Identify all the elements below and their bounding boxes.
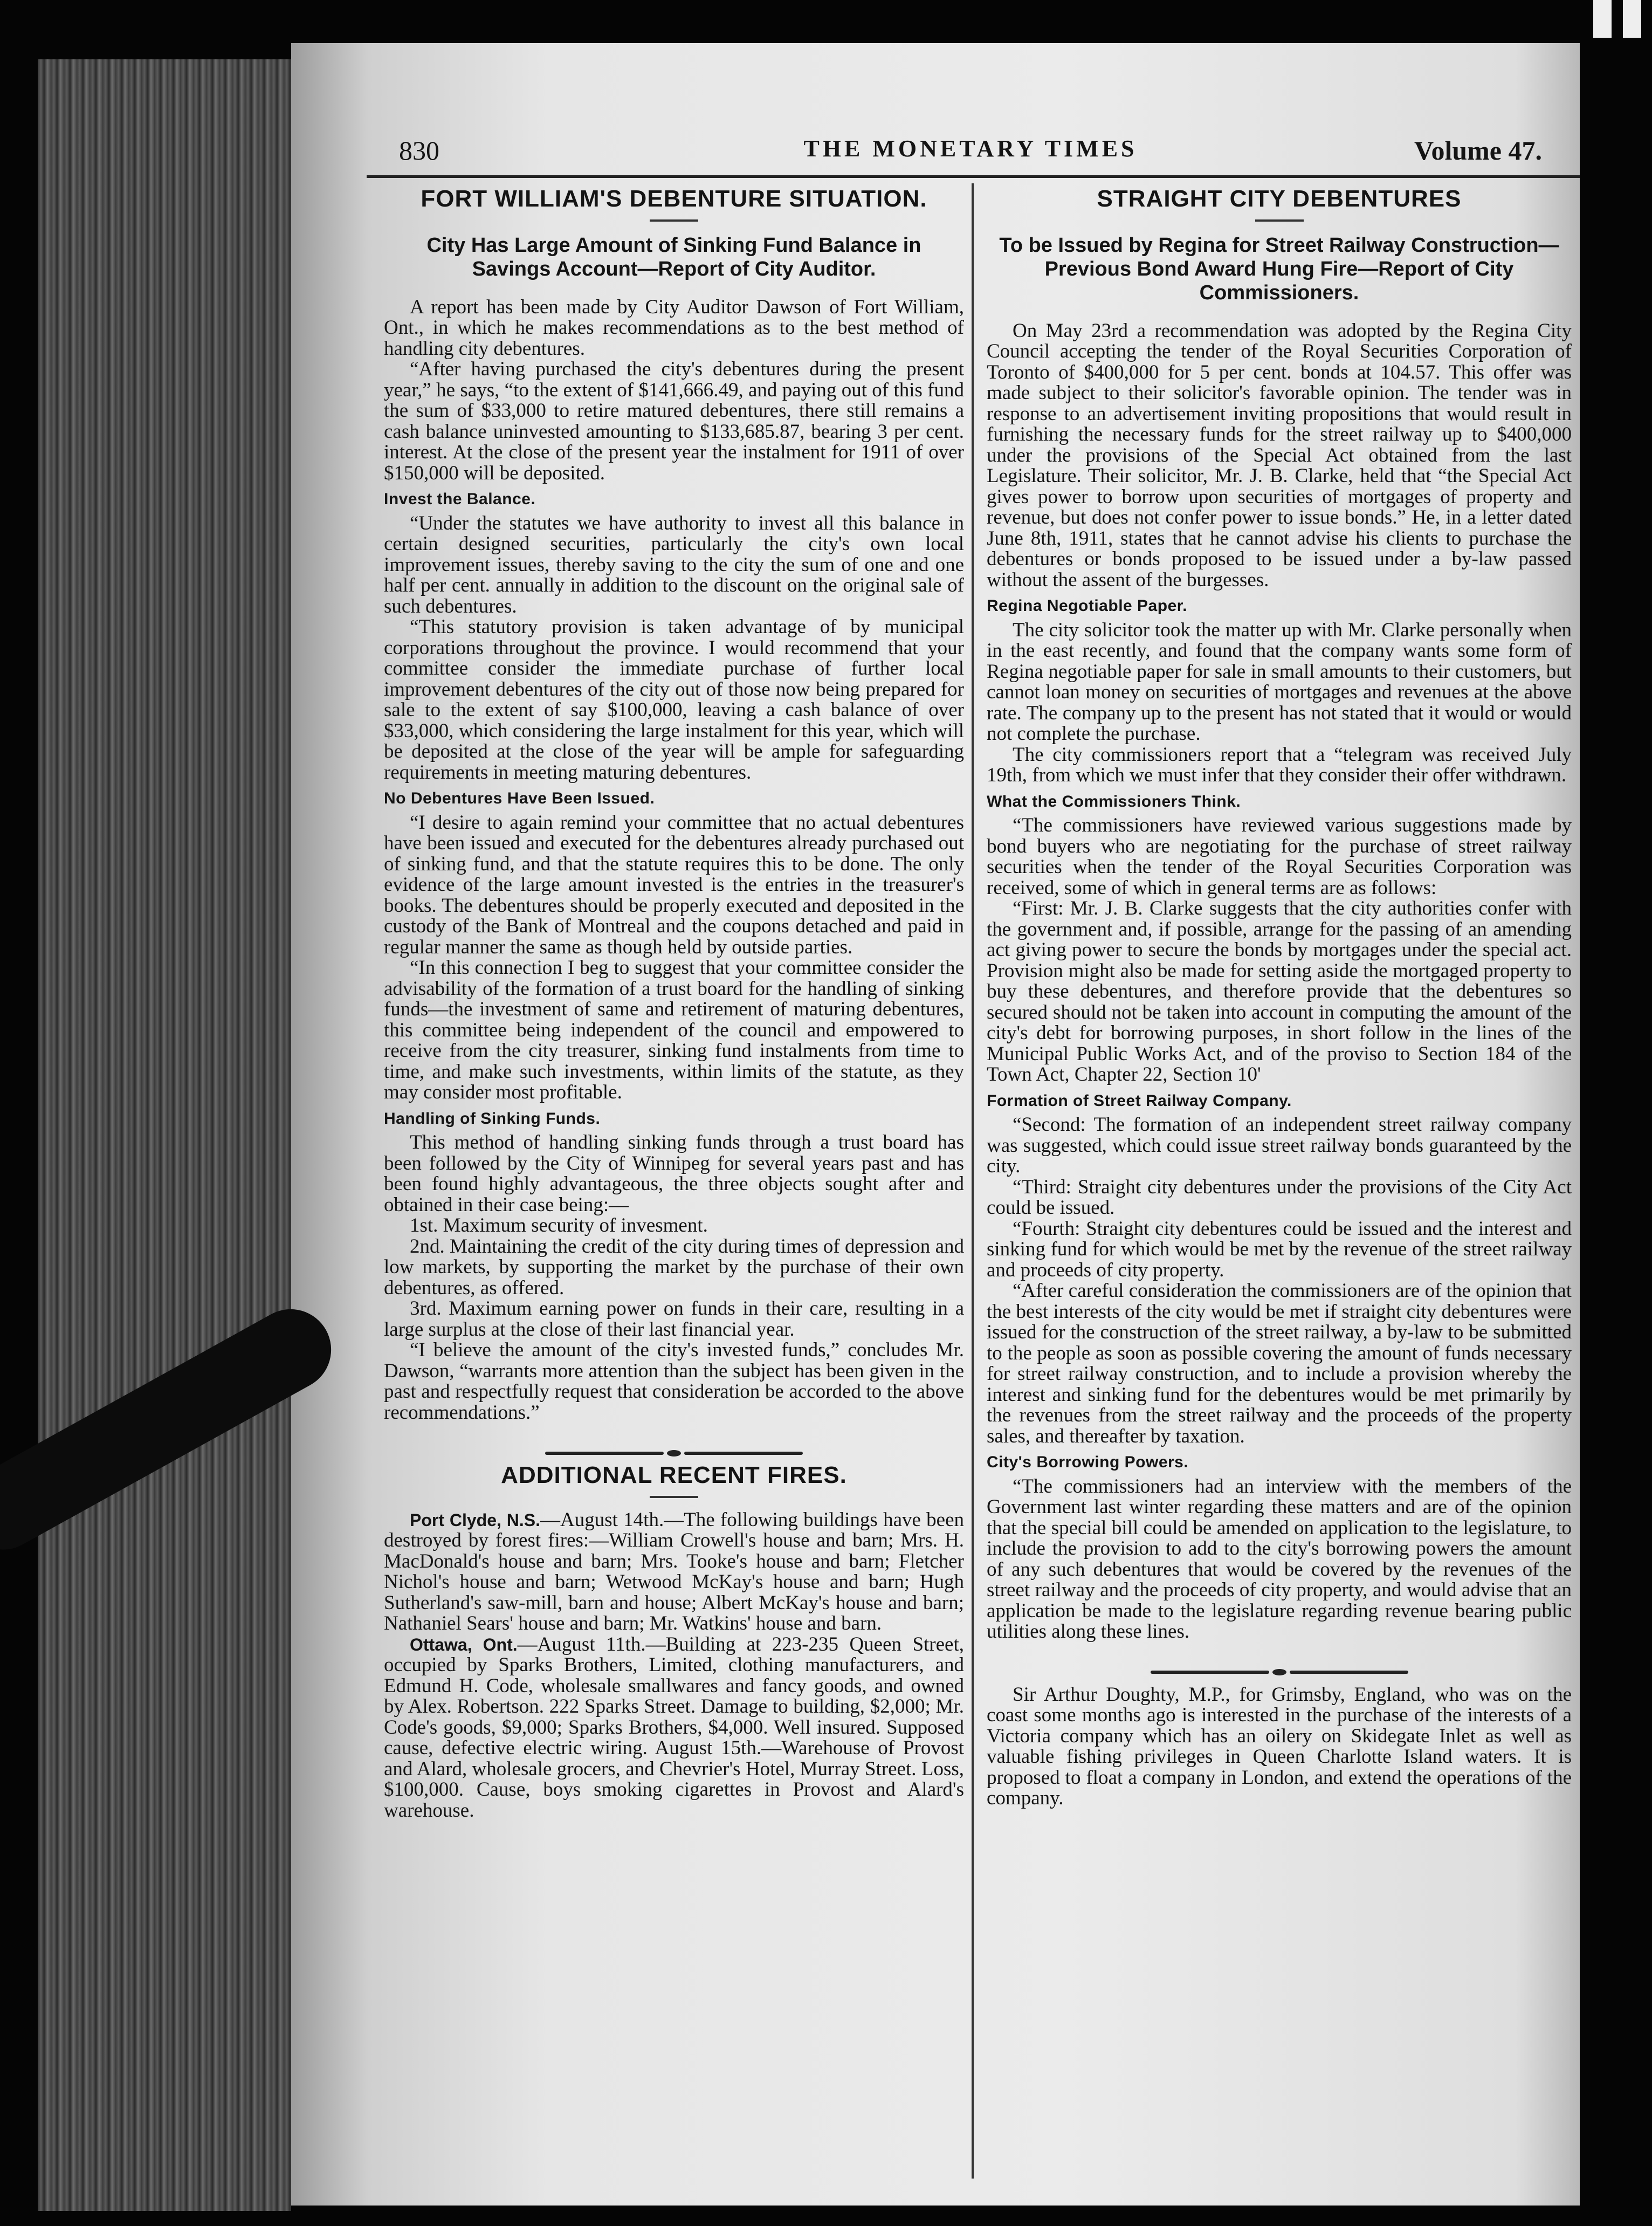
newspaper-page [291, 43, 1580, 2206]
subheading-street-railway-company: Formation of Street Railway Company. [987, 1091, 1292, 1110]
paragraph: “After having purchased the city's debentures during the present year,” he says, “to the extent of $141,666.49, and paying out of this fund the sum of $33,000 to retire matured debentures, there still remains a cash balance uninvested amounting to $133,685.87, bearing 3 per cent. interest. At the close of the present year the instalment for 1911 of over $150,000 will be deposited. [384, 358, 964, 484]
title-rule [650, 219, 698, 222]
header-rule [367, 175, 1580, 178]
right-column [987, 183, 1572, 1809]
section-ornament [384, 1441, 964, 1452]
paragraph: “Third: Straight city debentures under the provisions of the City Act could be issued. [987, 1176, 1572, 1219]
paragraph: This method of handling sinking funds through a trust board has been followed by the City of Winnipeg for several years past and has been found highly advantageous, the three objects sought after and obtained in their case being:— [384, 1131, 964, 1216]
paragraph: On May 23rd a recommendation was adopted by the Regina City Council accepting the tender of the Royal Securities Corporation of Toronto of $400,000 for 5 per cent. bonds at 104.57. This offer was made subject to their solicitor's favorable opinion. The tender was in response to an advertisement inviting propositions that would result in furnishing the necessary funds for the street railway up to $400,000 under the provisions of the Special Act obtained from the last Legislature. Their solicitor, Mr. J. B. Clarke, held that “the Special Act gives power to borrow upon securities of mortgages of property and revenue, but does not confer power to issue bonds.” He, in a letter dated June 8th, 1911, states that he cannot advise his clients to purchase the debentures or bonds proposed to be issued under a by-law passed without the assent of the burgesses. [987, 319, 1572, 591]
paragraph: “The commissioners had an interview with the members of the Government last winter regarding these matters and are of the opinion that the special bill could be amended on application to the legislature, to include the provision to add to the city's borrowing powers the amount of any such debentures that would be covered by the revenues of the street railway and the proceeds of city property, and would advise that an application be made to the legislature regarding revenue bearing public utilities along these lines. [987, 1475, 1572, 1643]
list-item: 2nd. Maintaining the credit of the city during times of depression and low markets, by supporting the market by the purchase of their own debentures, as offered. [384, 1235, 964, 1299]
page-number: 830 [399, 135, 439, 166]
article-deck-regina: To be Issued by Regina for Street Railway Construction—Previous Bond Award Hung Fire—Report of City Commissioners. [999, 233, 1559, 304]
paragraph: “Under the statutes we have authority to invest all this balance in certain designed securities, particularly the city's own local improvement issues, thereby saving to the city the sum of one and one half per cent. annually in addition to the discount on the original sale of such debentures. [384, 512, 964, 617]
paragraph: “Second: The formation of an independent street railway company was suggested, which could issue street railway bonds guaranteed by the city. [987, 1114, 1572, 1177]
book-page-edges [38, 59, 291, 2211]
scan-marker-left [1593, 0, 1612, 38]
subheading-commissioners-think: What the Commissioners Think. [987, 792, 1241, 810]
dateline-ottawa: Ottawa, Ont. [410, 1634, 518, 1654]
paragraph: “This statutory provision is taken advantage of by municipal corporations throughout the province. I would recommend that your committee consider the immediate purchase of further local improvement debentures of the city out of those now being prepared for sale to the extent of say $100,000, leaving a cash balance of over $33,000, which considering the large instalment for this year, which will be deposited at the close of the year will be ample for safeguarding requirements in meeting maturing debentures. [384, 616, 964, 784]
article-title-straight-debentures: STRAIGHT CITY DEBENTURES [1097, 186, 1462, 212]
list-item: 3rd. Maximum earning power on funds in their care, resulting in a large surplus at the close of their last financial year. [384, 1297, 964, 1341]
paragraph: “Fourth: Straight city debentures could be issued and the interest and sinking fund for which would be met by the revenue of the street railway and proceeds of city property. [987, 1217, 1572, 1281]
volume-label: Volume 47. [1414, 135, 1542, 166]
paragraph: The city solicitor took the matter up with Mr. Clarke personally when in the east recently, and found that the company wants some form of Regina negotiable paper for sale in small amounts to their customers, but cannot loan money on securities of mortgages and revenues at the above rate. The company up to the present has not stated that it would or would not complete the purchase. [987, 619, 1572, 745]
list-item: 1st. Maximum security of invesment. [410, 1214, 708, 1236]
title-rule [650, 1496, 698, 1498]
paragraph: “The commissioners have reviewed various suggestions made by bond buyers who are negotiating for the purchase of street railway securities when the tender of the Royal Securities Corporation was received, some of which in general terms are as follows: [987, 814, 1572, 899]
page-header [399, 124, 1542, 173]
paragraph-ottawa: Ottawa, Ont.—August 11th.—Building at 223-235 Queen Street, occupied by Sparks Brothers, Limited, clothing manufacturers, and Edmund H. Code, wholesale smallwares and fancy goods, and owned by Alex. Robertson. 222 Sparks Street. Damage to building, $2,000; Mr. Code's goods, $9,000; Sparks Brothers, $4,000. Well insured. Supposed cause, defective electric wiring. August 15th.—Warehouse of Provost and Alard, wholesale grocers, and Chevrier's Hotel, Murray Street. Loss, $100,000. Cause, boys smoking cigarettes in Provost and Alard's warehouse. [384, 1633, 965, 1822]
paragraph: “First: Mr. J. B. Clarke suggests that the city authorities confer with the government and, if possible, arrange for the passing of an amending act giving power to secure the bonds by mortgages under the special act. Provision might also be made for setting aside the mortgaged property to buy these debentures, and therefore provide that the debentures so secured should not be taken into account in computing the amount of the city's debt for borrowing purposes, in short follow in the lines of the Municipal Public Works Act, and of the proviso to Section 184 of the Town Act, Chapter 22, Section 10' [987, 897, 1572, 1085]
paragraph: “I believe the amount of the city's invested funds,” concludes Mr. Dawson, “warrants more attention than the subject has been given in the past and respectfully request that consideration be accorded to the above recommendations.” [384, 1339, 964, 1424]
subheading-no-debentures: No Debentures Have Been Issued. [384, 789, 655, 807]
article-title-recent-fires: ADDITIONAL RECENT FIRES. [501, 1462, 847, 1488]
masthead: THE MONETARY TIMES [803, 135, 1138, 162]
subheading-borrowing-powers: City's Borrowing Powers. [987, 1453, 1189, 1471]
paragraph: The city commissioners report that a “telegram was received July 19th, from which we must infer that they consider their offer withdrawn. [987, 743, 1572, 786]
paragraph-doughty: Sir Arthur Doughty, M.P., for Grimsby, England, who was on the coast some months ago is interested in the purchase of the interests of a Victoria company which has an oilery on Skidegate Inlet as well as valuable fishing privileges in Queen Charlotte Island waters. It is proposed to float a company in London, and extend the operations of the company. [987, 1683, 1572, 1809]
paragraph-port-clyde: Port Clyde, N.S.—August 14th.—The following buildings have been destroyed by forest fires:—William Crowell's house and barn; Mrs. H. MacDonald's house and barn; Mrs. Tooke's house and barn; Fletcher Nichol's house and barn; Wetwood McKay's house and barn; Hugh Sutherland's saw-mill, barn and house; Albert McKay's house and barn; Nathaniel Sears' house and barn; Mr. Watkins' house and barn. [384, 1508, 964, 1634]
subheading-regina-paper: Regina Negotiable Paper. [987, 597, 1188, 615]
section-ornament [987, 1661, 1572, 1672]
title-rule [1255, 219, 1304, 222]
subheading-sinking-funds: Handling of Sinking Funds. [384, 1109, 601, 1128]
subheading-invest: Invest the Balance. [384, 490, 536, 508]
article-title-fort-william: FORT WILLIAM'S DEBENTURE SITUATION. [421, 186, 927, 212]
column-divider [972, 183, 974, 2179]
dateline-port-clyde: Port Clyde, N.S. [410, 1510, 541, 1530]
paragraph: “I desire to again remind your committee that no actual debentures have been issued and executed for the debentures already purchased out of sinking fund, and that the statute requires this to be done. The only evidence of the large amount invested is the entries in the treasurer's books. The debentures should be properly executed and deposited in the custody of the Bank of Montreal and the coupons detached and paid in regular manner the same as though held by outside parties. [384, 811, 964, 958]
paragraph: “In this connection I beg to suggest that your committee consider the advisability of the formation of a trust board for the handling of sinking funds—the investment of same and retirement of maturing debentures, this committee being independent of the council and empowered to receive from the city treasurer, sinking fund instalments from time to time, and make such investments, within limits of the statute, as they may consider most profitable. [384, 957, 964, 1103]
scan-marker-right [1623, 0, 1641, 38]
left-column [384, 183, 964, 1821]
article-deck-fort-william: City Has Large Amount of Sinking Fund Balance in Savings Account—Report of City Auditor. [426, 233, 921, 280]
paragraph: A report has been made by City Auditor Dawson of Fort William, Ont., in which he makes recommendations as to the best method of handling city debentures. [384, 296, 964, 360]
paragraph: “After careful consideration the commissioners are of the opinion that the best interests of the city would be met if straight city debentures were issued for the construction of the street railway, a by-law to be submitted to the people as soon as possible covering the amount of funds necessary for street railway construction, and to include a provision whereby the interest and sinking fund for the debentures would be met primarily by the revenues from the street railway and the proceeds of the property sales, and thereafter by taxation. [987, 1280, 1572, 1447]
